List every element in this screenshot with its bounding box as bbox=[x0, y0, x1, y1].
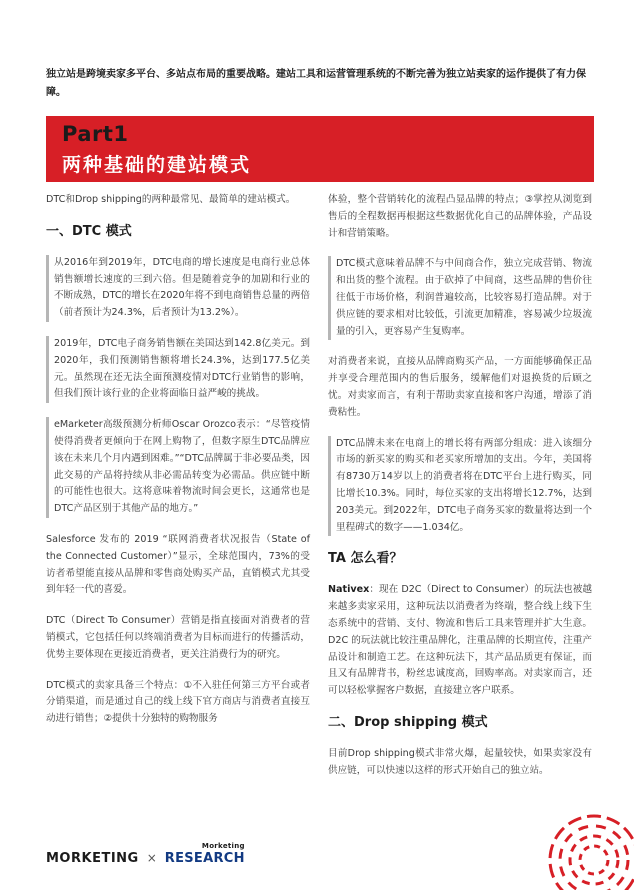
paragraph bbox=[328, 582, 592, 700]
nativex-quote: ：现在 D2C（Direct to Consumer）的玩法也被越来越多卖家采用，这种玩法以消费者为终端，整合线上线下生态系统中的营销、支付、物流和售后工具来管理并扩大生意。D2C 的玩法就比较注重品牌化，注重品牌的长期宣传，注重产品设计和制造工艺。在这种玩法下，其产品品质更有保证，而且又有品牌背书，粉丝忠诚度高，回购率高。对卖家而言，还可以轻松掌握客户数据，直接建立客户联系。 bbox=[328, 584, 592, 697]
paragraph: DTC模式的卖家具备三个特点：①不入驻任何第三方平台或者分销渠道，而是通过自己的线上线下官方商店与消费者直接互动进行销售；②提供十分独特的购物服务 bbox=[46, 679, 310, 725]
research-logo bbox=[164, 841, 245, 866]
left-column bbox=[46, 192, 310, 742]
decorative-circle-icon bbox=[524, 790, 634, 890]
heading-dtc: 一、DTC 模式 bbox=[46, 223, 132, 239]
research-logo-small: Morketing bbox=[201, 841, 245, 850]
paragraph: 从2016年到2019年，DTC电商的增长速度是电商行业总体销售额增长速度的三到六倍。但是随着竞争的加剧和行业的不断成熟，DTC的增长在2020年将不到电商销售总量的两倍（前者预计为24.3%，后者预计为13.2%）。 bbox=[46, 255, 310, 322]
paragraph: DTC品牌未来在电商上的增长将有两部分组成：进入该细分市场的新买家的购买和老买家所增加的支出。今年，美国将有8730万14岁以上的消费者将在DTC平台上进行购买，同比增长10.3%。同时，每位买家的支出将增长12.7%，达到203美元。到2022年，DTC电子商务买家的数量将达到一个里程碑式的数字——1.034亿。 bbox=[328, 436, 592, 537]
paragraph: Salesforce 发布的 2019 “联网消费者状况报告（State of the Connected Customer）”显示，全球范围内，73%的受访者希望能直接从品牌和零售商处购买产品，直销模式尤其受到年轻一代的喜爱。 bbox=[46, 533, 310, 596]
paragraph: 体验，整个营销转化的流程凸显品牌的特点；③掌控从浏览到售后的全程数据再根据这些数据优化自己的品牌体验，产品设计和营销策略。 bbox=[328, 194, 592, 239]
nativex-label: Nativex bbox=[328, 584, 370, 596]
banner-title: 两种基础的建站模式 bbox=[62, 154, 252, 176]
paragraph: 2019年，DTC电子商务销售额在美国达到142.8亿美元。到2020年，我们预测销售额将增长24.3%，达到177.5亿美元。虽然现在还无法全面预测疫情对DTC行业销售的影响，但我们预计该行业的企业将面临日益严峻的挑战。 bbox=[46, 336, 310, 403]
footer-logos bbox=[46, 841, 245, 870]
intro-paragraph: 独立站是跨境卖家多平台、多站点布局的重要战略。建站工具和运营管理系统的不断完善为独立站卖家的运作提供了有力保障。 bbox=[46, 69, 586, 98]
paragraph: 目前Drop shipping模式非常火爆，起量较快，如果卖家没有供应链，可以快速以这样的形式开始自己的独立站。 bbox=[328, 747, 592, 776]
morketing-logo: MORKETING bbox=[46, 850, 139, 866]
times-sign: × bbox=[146, 851, 157, 865]
paragraph: 对消费者来说，直接从品牌商购买产品，一方面能够确保正品并享受合理范围内的售后服务，缓解他们对退换货的后顾之忧。对卖家而言，有利于帮助卖家直接和客户沟通，增添了消费粘性。 bbox=[328, 356, 592, 418]
banner-part-label: Part1 bbox=[62, 122, 129, 146]
heading-drop-shipping: 二、Drop shipping 模式 bbox=[328, 714, 488, 730]
paragraph: eMarketer高级预测分析师Oscar Orozco表示：“尽管疫情使得消费者更倾向于在网上购物了，但数字原生DTC品牌应该在未来几个月内遇到困难。”“DTC品牌属于非必要品类，因此交易的产品将持续从非必需品转变为必需品。供应链中断的可能性也很大。这将意味着物流时间会更长，这通常也是DTC产品区别于其他产品的地方。” bbox=[46, 417, 310, 518]
paragraph: DTC模式意味着品牌不与中间商合作，独立完成营销、物流和出货的整个流程。由于砍掉了中间商，这些品牌的售价往往低于市场价格，利润普遍较高，比较容易打造品牌。对于供应链的要求相对比较低，引流更加精准，容易减少垃圾流量的引入，更容易产生复购率。 bbox=[328, 256, 592, 340]
research-logo-text: RESEARCH bbox=[164, 850, 245, 866]
section-banner bbox=[46, 116, 594, 182]
paragraph: DTC和Drop shipping的两种最常见、最简单的建站模式。 bbox=[46, 194, 296, 205]
right-column bbox=[328, 192, 592, 794]
heading-ta: TA 怎么看？ bbox=[328, 551, 403, 567]
paragraph: DTC（Direct To Consumer）营销是指直接面对消费者的营销模式，它包括任何以终端消费者为目标而进行的传播活动，优势主要体现在更接近消费者，更关注消费行为的研究。 bbox=[46, 615, 310, 660]
